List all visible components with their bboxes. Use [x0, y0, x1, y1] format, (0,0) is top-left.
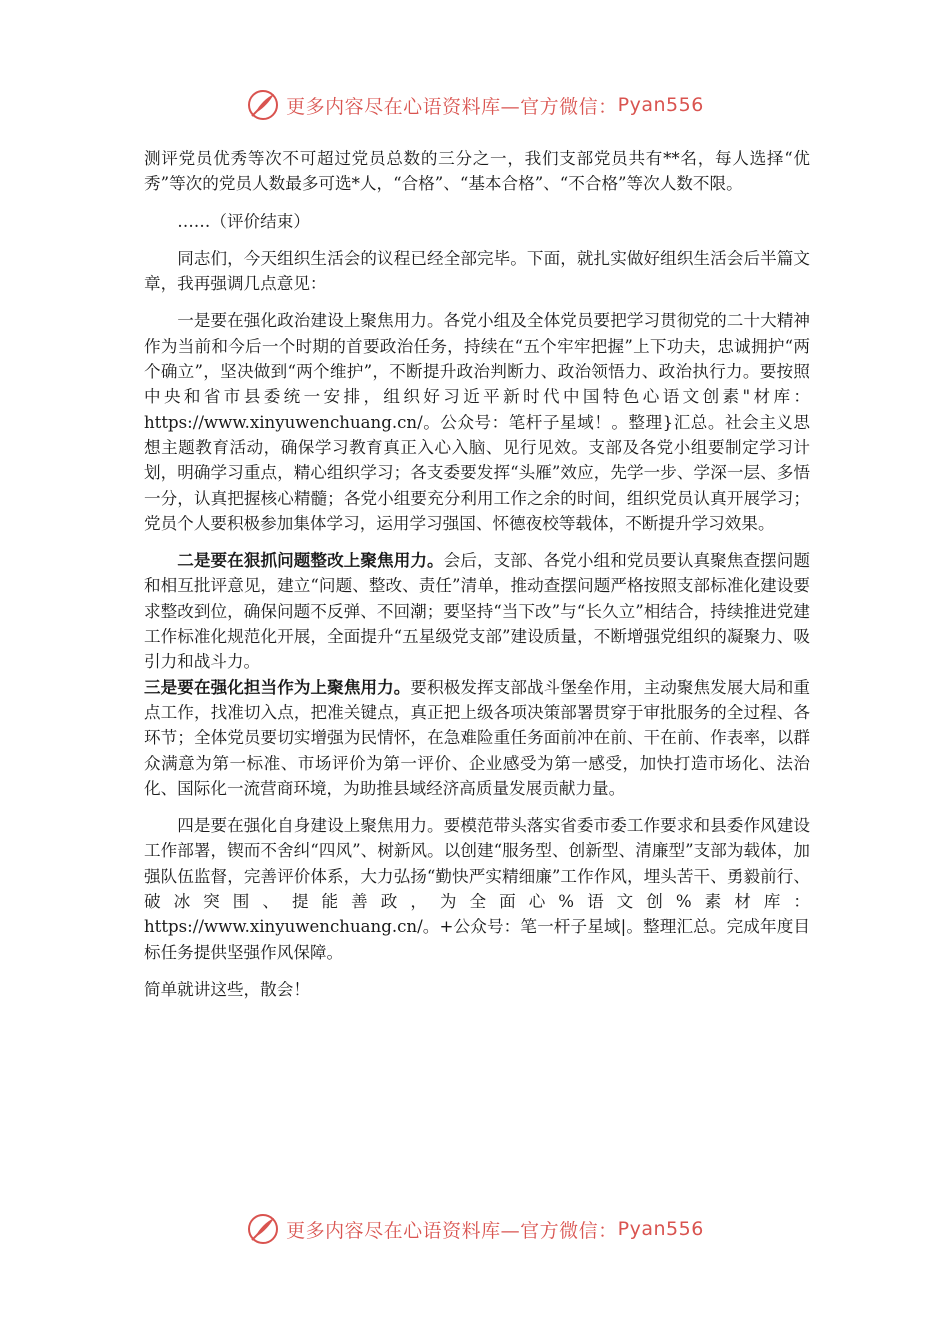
paragraph-2: ……（评价结束）	[177, 211, 310, 231]
footer-watermark-id: Pyan556	[617, 1218, 704, 1240]
paragraph-5-lead: 二是要在狠抓问题整改上聚焦用力。	[177, 550, 444, 571]
paragraph-4: 一是要在强化政治建设上聚焦用力。各党小组及全体党员要把学习贯彻党的二十大精神作为当前和今后一个时期的首要政治任务，持续在“五个牢牢把握”上下功夫，忠诚拥护“两个确立”，坚决做到“两个维护”，不断提升政治判断力、政治领悟力、政治执行力。要按照中央和省市县委统一安排，组织好习近平新时代中国特色心语文创素"材库：https://www.xinyuwenchuang.cn/。公众号：笔杆子星域！。整理}汇总。社会主义思想主题教育活动，确保学习教育真正入心入脑、见行见效。支部及各党小组要制定学习计划，明确学习重点，精心组织学习；各支委要发挥“头雁”效应，先学一步、学深一层、多悟一分，认真把握核心精髓；各党小组要充分利用工作之余的时间，组织党员认真开展学习；党员个人要积极参加集体学习，运用学习强国、怀德夜校等载体，不断提升学习效果。	[144, 311, 810, 533]
paragraph-8: 简单就讲这些，散会！	[144, 979, 310, 999]
quill-logo-icon	[246, 1212, 280, 1246]
header-watermark-id: Pyan556	[617, 94, 704, 116]
document-body	[144, 146, 810, 1014]
paragraph-3: 同志们，今天组织生活会的议程已经全部完毕。下面，就扎实做好组织生活会后半篇文章，我再强调几点意见：	[144, 248, 810, 294]
paragraph-6-text: 要积极发挥支部战斗堡垒作用，主动聚焦发展大局和重点工作，找准切入点，把准关键点，真正把上级各项决策部署贯穿于审批服务的全过程、各环节；全体党员要切实增强为民情怀，在急难险重任务面前冲在前、干在前、作表率，以群众满意为第一标准、市场评价为第一评价、企业感受为第一感受，加快打造市场化、法治化、国际化一流营商环境，为助推县域经济高质量发展贡献力量。	[144, 677, 810, 798]
paragraph-7: 四是要在强化自身建设上聚焦用力。要模范带头落实省委市委工作要求和县委作风建设工作部署，锲而不舍纠“四风”、树新风。以创建“服务型、创新型、清廉型”支部为载体，加强队伍监督，完善评价体系，大力弘扬“勤快严实精细廉”工作作风，埋头苦干、勇毅前行、破冰突围、提能善政，为全面心%语文创%素材库：https://www.xinyuwenchuang.cn/。+公众号：笔一杆子星域|。整理汇总。完成年度目标任务提供坚强作风保障。	[144, 816, 810, 962]
paragraph-1: 测评党员优秀等次不可超过党员总数的三分之一，我们支部党员共有**名，每人选择“优秀”等次的党员人数最多可选*人，“合格”、“基本合格”、“不合格”等次人数不限。	[144, 149, 810, 194]
footer-watermark-text: 更多内容尽在心语资料库—官方微信：	[286, 1219, 618, 1242]
header-watermark	[0, 88, 950, 122]
paragraph-5	[144, 548, 810, 674]
paragraph-6	[144, 675, 810, 801]
paragraph-6-lead: 三是要在强化担当作为上聚焦用力。	[144, 676, 411, 697]
header-watermark-text: 更多内容尽在心语资料库—官方微信：	[286, 95, 618, 118]
quill-logo-icon	[246, 88, 280, 122]
footer-watermark	[0, 1212, 950, 1246]
paragraph-5-text: 会后，支部、各党小组和党员要认真聚焦查摆问题和相互批评意见，建立“问题、整改、责任”清单，推动查摆问题严格按照支部标准化建设要求整改到位，确保问题不反弹、不回潮；要坚持“当下改”与“长久立”相结合，持续推进党建工作标准化规范化开展，全面提升“五星级党支部”建设质量，不断增强党组织的凝聚力、吸引力和战斗力。	[144, 551, 811, 672]
